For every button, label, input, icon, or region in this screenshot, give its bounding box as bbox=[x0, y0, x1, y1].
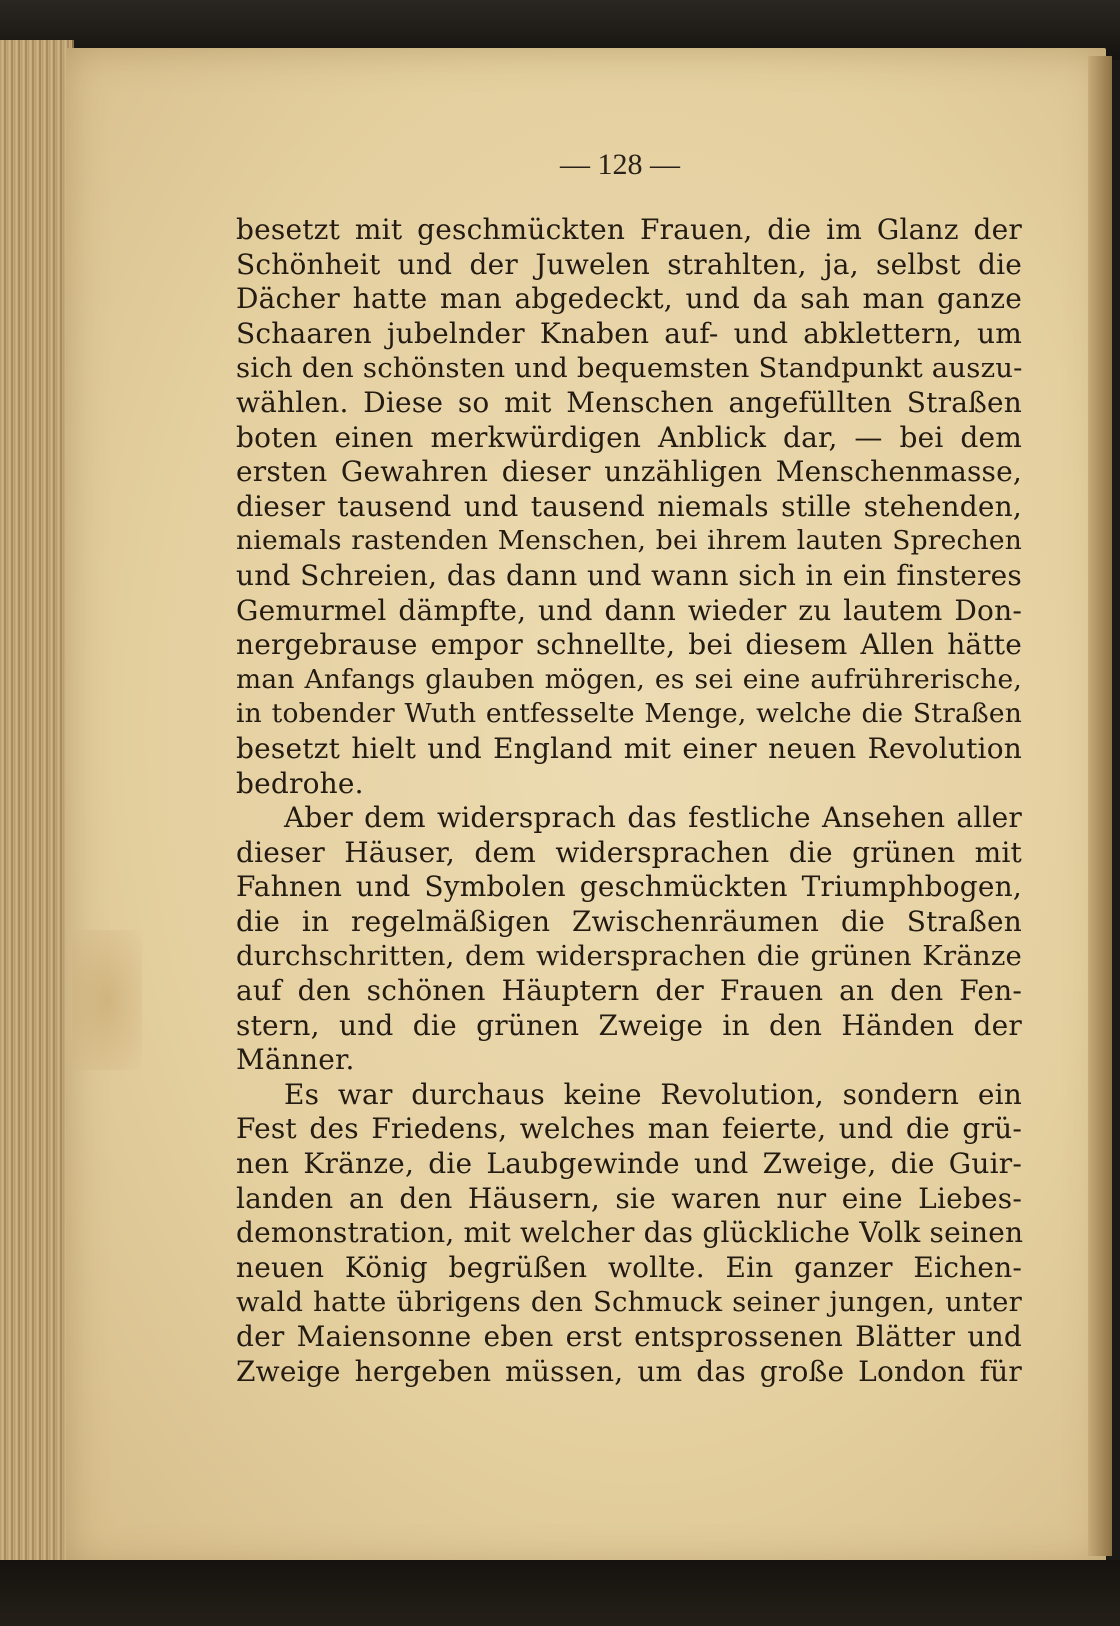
text-line: Fest des Friedens, welches man feierte, und die grü- bbox=[236, 1112, 1022, 1146]
text-line: Aber dem widersprach das festliche Ansehen aller bbox=[284, 801, 1022, 835]
text-line: auf den schönen Häuptern der Frauen an den Fen- bbox=[236, 974, 1022, 1008]
text-line: neuen König begrüßen wollte. Ein ganzer Eichen- bbox=[236, 1250, 1022, 1284]
text-line: und Schreien, das dann und wann sich in ein finsteres bbox=[236, 558, 1022, 592]
book-spine-edge bbox=[0, 40, 74, 1570]
scan-bottom-border bbox=[0, 1560, 1120, 1626]
text-line: wald hatte übrigens den Schmuck seiner jungen, unter bbox=[236, 1286, 1022, 1319]
text-line: dieser tausend und tausend niemals stille stehenden, bbox=[236, 489, 1022, 523]
text-line: in tobender Wuth entfesselte Menge, welche die Straßen bbox=[236, 698, 1022, 730]
text-line: dieser Häuser, dem widersprachen die grünen mit bbox=[236, 835, 1022, 869]
text-line: nergebrause empor schnellte, bei diesem Allen hätte bbox=[236, 628, 1022, 662]
text-line: bedrohe. bbox=[236, 766, 364, 800]
text-line: Gemurmel dämpfte, und dann wieder zu lautem Don- bbox=[236, 593, 1022, 627]
page-number: — 128 — bbox=[560, 148, 680, 181]
text-line: Es war durchaus keine Revolution, sondern ein bbox=[284, 1077, 1022, 1111]
text-line: niemals rastenden Menschen, bei ihrem lauten Sprechen bbox=[236, 525, 1022, 557]
text-line: durchschritten, dem widersprachen die grünen Kränze bbox=[236, 940, 1022, 973]
text-line: besetzt mit geschmückten Frauen, die im Glanz der bbox=[236, 213, 1022, 246]
text-line: Zweige hergeben müssen, um das große London für bbox=[236, 1354, 1022, 1388]
text-line: Schönheit und der Juwelen strahlten, ja, selbst die bbox=[236, 247, 1022, 281]
text-line: Fahnen und Symbolen geschmückten Triumphbogen, bbox=[236, 870, 1022, 904]
text-line: stern, und die grünen Zweige in den Händen der bbox=[236, 1008, 1022, 1042]
page-right-edge bbox=[1088, 56, 1112, 1556]
text-line: nen Kränze, die Laubgewinde und Zweige, die Guir- bbox=[236, 1147, 1022, 1181]
text-line: Dächer hatte man abgedeckt, und da sah man ganze bbox=[236, 282, 1022, 316]
paper-stain bbox=[72, 930, 142, 1070]
body-text bbox=[236, 213, 1022, 1389]
text-line: sich den schönsten und bequemsten Standpunkt auszu- bbox=[236, 352, 1023, 385]
text-line: die in regelmäßigen Zwischenräumen die Straßen bbox=[236, 904, 1022, 938]
text-line: wählen. Diese so mit Menschen angefüllten Straßen bbox=[236, 385, 1022, 419]
text-line: man Anfangs glauben mögen, es sei eine aufrührerische, bbox=[236, 663, 1022, 695]
text-line: der Maiensonne eben erst entsprossenen Blätter und bbox=[236, 1320, 1022, 1353]
text-line: demonstration, mit welcher das glückliche Volk seinen bbox=[236, 1216, 1024, 1250]
text-line: boten einen merkwürdigen Anblick dar, — bei dem bbox=[236, 420, 1022, 454]
text-line: besetzt hielt und England mit einer neuen Revolution bbox=[236, 731, 1022, 765]
text-line: ersten Gewahren dieser unzähligen Menschenmasse, bbox=[236, 455, 1022, 489]
text-line: landen an den Häusern, sie waren nur eine Liebes- bbox=[236, 1181, 1022, 1215]
text-line: Schaaren jubelnder Knaben auf- und abklettern, um bbox=[236, 316, 1022, 350]
text-line: Männer. bbox=[236, 1043, 355, 1077]
